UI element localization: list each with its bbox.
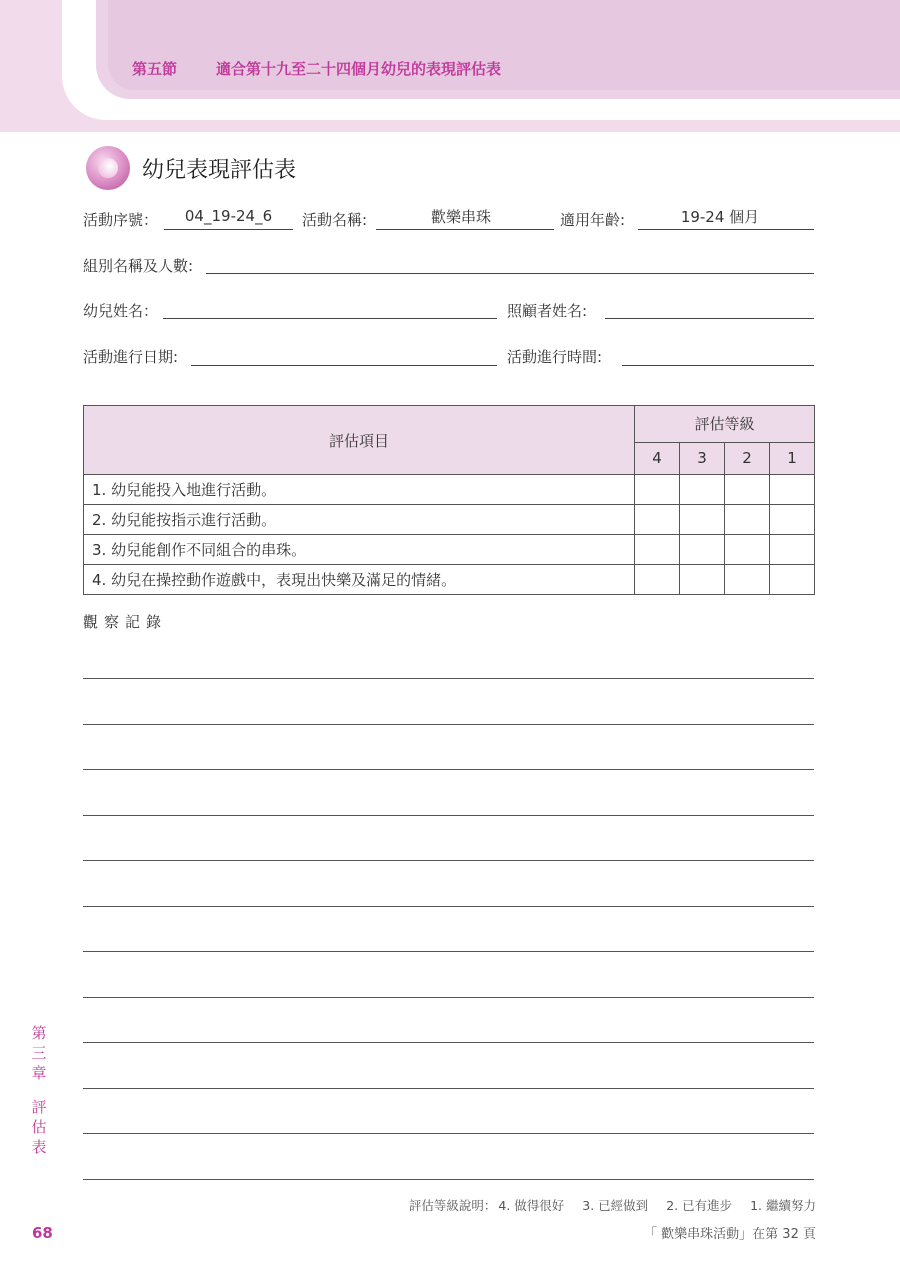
- observation-line[interactable]: [83, 815, 814, 816]
- level-2-header: 2: [725, 442, 770, 474]
- group-line[interactable]: [206, 255, 814, 274]
- observation-line[interactable]: [83, 1042, 814, 1043]
- legend-item: 1. 繼續努力: [750, 1198, 816, 1213]
- observation-line[interactable]: [83, 1088, 814, 1089]
- rating-cell[interactable]: [680, 505, 725, 535]
- rating-cell[interactable]: [680, 565, 725, 595]
- form-title: 幼兒表現評估表: [142, 158, 297, 183]
- time-line[interactable]: [622, 347, 814, 366]
- chapter-name-char: 估: [31, 1118, 47, 1136]
- age-label: 適用年齡:: [560, 211, 626, 229]
- rating-cell[interactable]: [680, 535, 725, 565]
- observation-line[interactable]: [83, 724, 814, 725]
- level-3-header: 3: [680, 442, 725, 474]
- activity-name-value: 歡樂串珠: [430, 208, 491, 226]
- rating-cell[interactable]: [770, 505, 815, 535]
- rating-legend: [409, 1196, 816, 1214]
- child-name-line[interactable]: [163, 300, 497, 319]
- rating-cell[interactable]: [770, 475, 815, 505]
- chapter-name-char: 評: [31, 1098, 47, 1116]
- chapter-char: 第: [31, 1024, 47, 1042]
- age-value: 19-24 個月: [680, 208, 760, 226]
- observation-line[interactable]: [83, 769, 814, 770]
- activity-no-label: 活動序號：: [83, 211, 159, 229]
- observation-label: 觀察記錄: [83, 613, 168, 631]
- rating-cell[interactable]: [635, 505, 680, 535]
- rating-cell[interactable]: [725, 505, 770, 535]
- chapter-side-tab: [30, 1023, 48, 1157]
- section-number: 第五節: [132, 60, 178, 78]
- carer-name-line[interactable]: [605, 300, 814, 319]
- legend-item: 2. 已有進步: [666, 1198, 733, 1213]
- observation-line[interactable]: [83, 951, 814, 952]
- activity-name-label: 活動名稱:: [302, 211, 368, 229]
- activity-no-value: 04_19-24_6: [184, 207, 273, 225]
- section-title: 適合第十九至二十四個月幼兒的表現評估表: [216, 60, 502, 78]
- observation-line[interactable]: [83, 860, 814, 861]
- observation-line[interactable]: [83, 1133, 814, 1134]
- level-1-header: 1: [770, 442, 815, 474]
- table-row: [84, 505, 815, 535]
- child-name-label: 幼兒姓名：: [83, 302, 159, 320]
- rating-cell[interactable]: [635, 475, 680, 505]
- observation-line[interactable]: [83, 678, 814, 679]
- chapter-name-char: 表: [31, 1138, 47, 1156]
- table-row: [84, 535, 815, 565]
- carer-name-label: 照顧者姓名:: [507, 302, 588, 320]
- legend-title: 評估等級說明：: [408, 1198, 497, 1213]
- item-header: 評估項目: [84, 406, 635, 475]
- date-label: 活動進行日期:: [83, 348, 179, 366]
- level-4-header: 4: [635, 442, 680, 474]
- item-text: 1. 幼兒能投入地進行活動。: [84, 475, 635, 505]
- chapter-spacer: [30, 1083, 48, 1097]
- rating-cell[interactable]: [770, 565, 815, 595]
- page-number: 68: [32, 1224, 53, 1242]
- observation-line[interactable]: [83, 1179, 814, 1180]
- item-text: 4. 幼兒在操控動作遊戲中，表現出快樂及滿足的情緒。: [84, 565, 635, 595]
- legend-item: 4. 做得很好: [498, 1198, 565, 1213]
- level-header: 評估等級: [635, 406, 815, 443]
- table-row: [84, 565, 815, 595]
- rating-cell[interactable]: [635, 565, 680, 595]
- observation-line[interactable]: [83, 997, 814, 998]
- date-line[interactable]: [191, 347, 497, 366]
- chapter-char: 三: [31, 1044, 47, 1062]
- title-bullet-icon: [86, 146, 130, 190]
- page-reference: 「 歡樂串珠活動」在第 32 頁: [644, 1227, 816, 1242]
- rating-cell[interactable]: [725, 475, 770, 505]
- item-text: 2. 幼兒能按指示進行活動。: [84, 505, 635, 535]
- time-label: 活動進行時間:: [507, 348, 603, 366]
- evaluation-table: [83, 405, 815, 595]
- observation-line[interactable]: [83, 906, 814, 907]
- item-text: 3. 幼兒能創作不同組合的串珠。: [84, 535, 635, 565]
- rating-cell[interactable]: [770, 535, 815, 565]
- chapter-char: 章: [31, 1064, 47, 1082]
- group-label: 組別名稱及人數:: [83, 257, 194, 275]
- rating-cell[interactable]: [680, 475, 725, 505]
- rating-cell[interactable]: [725, 565, 770, 595]
- rating-cell[interactable]: [635, 535, 680, 565]
- rating-cell[interactable]: [725, 535, 770, 565]
- table-row: [84, 475, 815, 505]
- legend-item: 3. 已經做到: [582, 1198, 649, 1213]
